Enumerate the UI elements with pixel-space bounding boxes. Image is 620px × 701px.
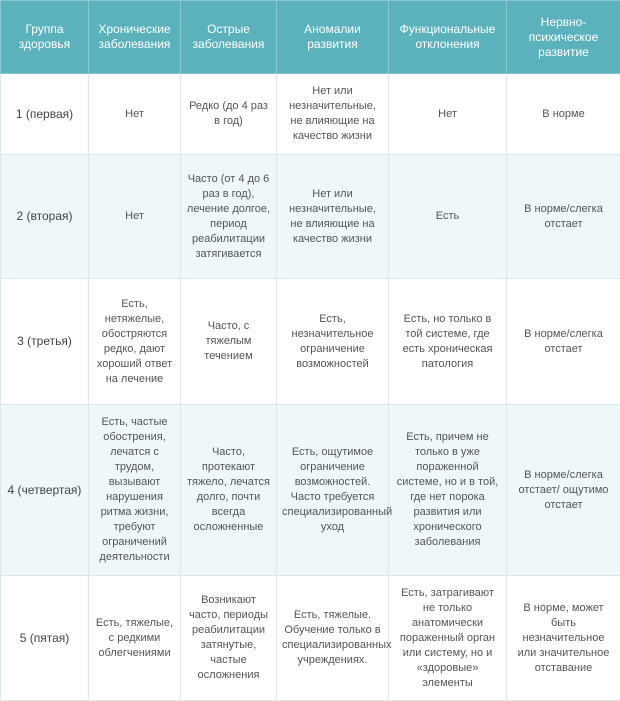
cell-group: 2 (вторая) xyxy=(1,155,89,279)
cell-chronic: Нет xyxy=(89,155,181,279)
cell-acute: Редко (до 4 раз в год) xyxy=(181,74,277,155)
cell-neuropsychic: В норме/слегка отстает/ ощутимо отстает xyxy=(507,405,620,576)
header-chronic-diseases: Хронические заболевания xyxy=(89,1,181,74)
cell-acute: Возникают часто, периоды реабилитации затянутые, частые осложнения xyxy=(181,576,277,701)
cell-chronic: Есть, нетяжелые, обостряются редко, дают хороший ответ на лечение xyxy=(89,279,181,405)
cell-neuropsychic: В норме/слегка отстает xyxy=(507,155,620,279)
header-developmental-anomalies: Аномалии развития xyxy=(277,1,389,74)
cell-acute: Часто, протекают тяжело, лечатся долго, почти всегда осложненные xyxy=(181,405,277,576)
cell-group: 3 (третья) xyxy=(1,279,89,405)
cell-group: 5 (пятая) xyxy=(1,576,89,701)
cell-chronic: Есть, частые обострения, лечатся с трудом, вызывают нарушения ритма жизни, требуют ограничений деятельности xyxy=(89,405,181,576)
header-row xyxy=(1,1,620,74)
cell-chronic: Нет xyxy=(89,74,181,155)
cell-functional: Нет xyxy=(389,74,507,155)
table-row xyxy=(1,74,620,155)
cell-chronic: Есть, тяжелые, с редкими облегчениями xyxy=(89,576,181,701)
table-row xyxy=(1,279,620,405)
cell-functional: Есть, но только в той системе, где есть хроническая патология xyxy=(389,279,507,405)
cell-anomalies: Нет или незначительные, не влияющие на качество жизни xyxy=(277,74,389,155)
header-health-group: Группа здоровья xyxy=(1,1,89,74)
cell-neuropsychic: В норме/слегка отстает xyxy=(507,279,620,405)
cell-neuropsychic: В норме xyxy=(507,74,620,155)
header-acute-diseases: Острые заболевания xyxy=(181,1,277,74)
cell-neuropsychic: В норме, может быть незначительное или значительное отставание xyxy=(507,576,620,701)
cell-functional: Есть xyxy=(389,155,507,279)
cell-anomalies: Есть, ощутимое ограничение возможностей. Часто требуется специализированный уход xyxy=(277,405,389,576)
cell-group: 1 (первая) xyxy=(1,74,89,155)
cell-functional: Есть, затрагивают не только анатомически пораженный орган или систему, но и «здоровые» элементы xyxy=(389,576,507,701)
cell-acute: Часто (от 4 до 6 раз в год), лечение долгое, период реабилитации затягивается xyxy=(181,155,277,279)
header-functional-deviations: Функциональные отклонения xyxy=(389,1,507,74)
table-row xyxy=(1,155,620,279)
cell-anomalies: Нет или незначительные, не влияющие на качество жизни xyxy=(277,155,389,279)
table-row xyxy=(1,576,620,701)
cell-anomalies: Есть, тяжелые. Обучение только в специализированных учреждениях. xyxy=(277,576,389,701)
cell-group: 4 (четвертая) xyxy=(1,405,89,576)
table-row xyxy=(1,405,620,576)
header-neuropsychic-development: Нервно-психическое развитие xyxy=(507,1,620,74)
cell-anomalies: Есть, незначительное ограничение возможностей xyxy=(277,279,389,405)
cell-acute: Часто, с тяжелым течением xyxy=(181,279,277,405)
cell-functional: Есть, причем не только в уже пораженной системе, но и в той, где нет порока развития или хронического заболевания xyxy=(389,405,507,576)
